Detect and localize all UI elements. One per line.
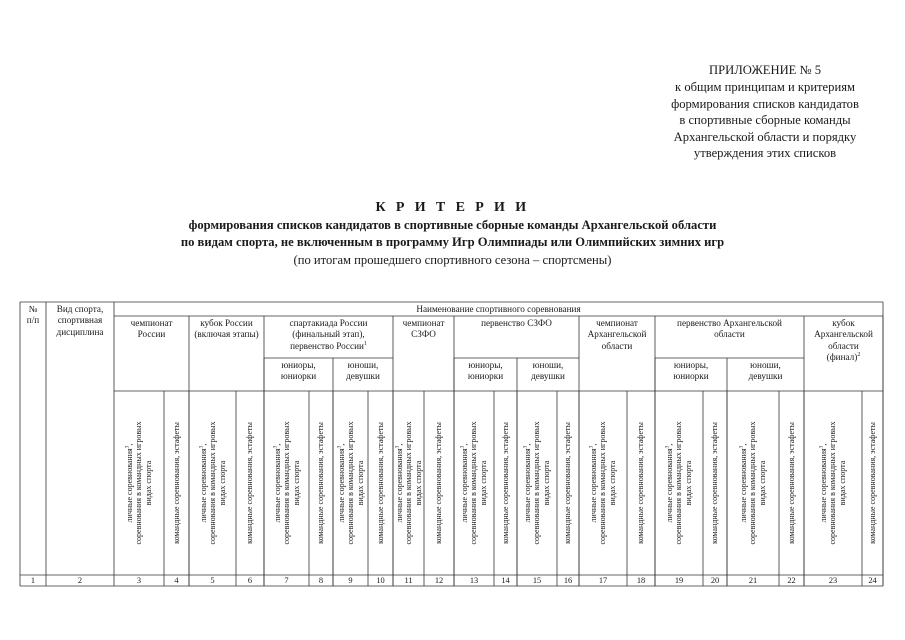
personal-competitions-line bbox=[739, 391, 749, 575]
personal-competitions-text: видах спорта bbox=[837, 460, 847, 506]
age-subgroup-header-line: юниоры, bbox=[468, 360, 503, 370]
column-number: 12 bbox=[434, 576, 444, 585]
footnote-marker: 3 bbox=[335, 445, 342, 449]
age-subgroup-header-line: девушки bbox=[346, 371, 380, 382]
document-subtitle-line1: формирования списков кандидатов в спортивные сборные команды Архангельской области bbox=[188, 217, 717, 232]
personal-competitions-header bbox=[337, 391, 365, 575]
age-subgroup-header-line: юноши, bbox=[750, 360, 781, 370]
personal-competitions-text: личные соревнования bbox=[336, 448, 346, 523]
column-header-sport-line: спортивная bbox=[57, 315, 103, 326]
competition-group-header-line: (финальный этап), bbox=[292, 329, 365, 340]
column-number: 19 bbox=[674, 576, 684, 585]
personal-competitions-line bbox=[346, 391, 356, 575]
competition-group-header bbox=[481, 318, 552, 329]
personal-competitions-text: личные соревнования bbox=[738, 448, 748, 523]
column-number: 9 bbox=[348, 576, 353, 585]
team-competitions-header bbox=[701, 391, 729, 575]
personal-competitions-header bbox=[199, 391, 227, 575]
column-number: 22 bbox=[787, 576, 796, 585]
appendix-line: к общим принципам и критериям bbox=[675, 80, 855, 95]
competition-group-header-line: чемпионат bbox=[130, 318, 173, 328]
team-competitions-text: командные соревнования, эстафеты bbox=[245, 422, 255, 544]
personal-competitions-line bbox=[198, 391, 208, 575]
personal-competitions-line bbox=[828, 391, 838, 575]
column-number: 8 bbox=[318, 576, 324, 585]
age-subgroup-header bbox=[531, 360, 565, 383]
age-subgroup-header-line: юниорки bbox=[673, 371, 709, 382]
personal-competitions-header bbox=[460, 391, 488, 575]
age-subgroup-header-line: юноши, bbox=[347, 360, 379, 370]
competition-group-header-line: спартакиада России bbox=[289, 318, 368, 328]
personal-competitions-text: личные соревнования bbox=[272, 448, 282, 523]
personal-competitions-line bbox=[598, 391, 608, 575]
personal-competitions-line bbox=[838, 391, 848, 575]
column-number: 20 bbox=[710, 576, 720, 585]
personal-competitions-line bbox=[336, 391, 346, 575]
column-number: 5 bbox=[210, 576, 215, 585]
personal-competitions-line bbox=[460, 391, 470, 575]
competition-group-header-line bbox=[290, 341, 368, 352]
personal-competitions-header bbox=[739, 391, 767, 575]
age-subgroup-header bbox=[468, 360, 503, 383]
footnote-marker: 3 bbox=[817, 445, 824, 449]
column-number: 23 bbox=[828, 576, 838, 585]
personal-competitions-header bbox=[273, 391, 301, 575]
team-competitions-text: командные соревнования, эстафеты bbox=[636, 422, 646, 544]
competition-group-header-line: Архангельской bbox=[587, 329, 647, 340]
team-competitions-text: командные соревнования, эстафеты bbox=[710, 422, 720, 544]
punctuation: , bbox=[198, 443, 208, 446]
appendix-line: утверждения этих списков bbox=[693, 146, 837, 161]
team-competitions-text: командные соревнования, эстафеты bbox=[867, 422, 877, 544]
footnote-marker: 3 bbox=[393, 445, 400, 449]
punctuation: , bbox=[588, 443, 598, 446]
team-competitions-header bbox=[425, 391, 453, 575]
competition-group-header-line-text: первенство России bbox=[290, 340, 364, 351]
personal-competitions-text: соревнования в командных игровых bbox=[207, 421, 217, 545]
age-subgroup-header-line: юниорки bbox=[467, 371, 504, 382]
personal-competitions-line bbox=[125, 391, 135, 575]
personal-competitions-text: личные соревнования bbox=[394, 448, 404, 523]
personal-competitions-text: видах спорта bbox=[683, 460, 693, 506]
punctuation: , bbox=[394, 443, 404, 446]
personal-competitions-line bbox=[532, 391, 542, 575]
personal-competitions-line bbox=[479, 391, 489, 575]
personal-competitions-line bbox=[542, 391, 552, 575]
column-header-sport-line: Вид спорта, bbox=[56, 304, 104, 314]
punctuation: , bbox=[522, 443, 532, 446]
competition-group-header-line: Архангельской bbox=[814, 329, 873, 340]
column-number: 14 bbox=[501, 576, 510, 585]
personal-competitions-line bbox=[291, 391, 301, 575]
document-subtitle-line2: по видам спорта, не включенным в программу Игр Олимпиады или Олимпийских зимних игр bbox=[180, 235, 725, 249]
column-number: 6 bbox=[247, 576, 253, 585]
age-subgroup-header-line: девушки bbox=[531, 371, 565, 382]
personal-competitions-text: соревнования в командных игровых bbox=[281, 421, 291, 545]
column-header-sport bbox=[57, 304, 104, 338]
column-number: 11 bbox=[404, 576, 413, 585]
competition-group-header-line: СЗФО bbox=[411, 329, 436, 340]
punctuation: , bbox=[124, 443, 134, 446]
competition-group-header-line-text: (финал) bbox=[826, 351, 858, 362]
appendix-line: в спортивные сборные команды bbox=[679, 113, 851, 128]
personal-competitions-text: соревнования в командных игровых bbox=[345, 421, 355, 545]
age-subgroup-header-line: юниоры, bbox=[673, 360, 709, 370]
column-number: 10 bbox=[376, 576, 385, 585]
team-competitions-text: командные соревнования, эстафеты bbox=[500, 422, 510, 544]
footnote-marker: 3 bbox=[663, 445, 670, 449]
team-competitions-header bbox=[236, 391, 264, 575]
personal-competitions-text: видах спорта bbox=[607, 460, 617, 506]
footnote-marker: 3 bbox=[271, 445, 278, 449]
column-header-number bbox=[27, 304, 39, 327]
personal-competitions-line bbox=[748, 391, 758, 575]
appendix-title: ПРИЛОЖЕНИЕ № 5 bbox=[709, 63, 821, 77]
personal-competitions-line bbox=[355, 391, 365, 575]
personal-competitions-text: соревнования в командных игровых bbox=[598, 421, 608, 545]
column-number: 15 bbox=[532, 576, 542, 585]
personal-competitions-header bbox=[395, 391, 423, 575]
column-number: 24 bbox=[868, 576, 877, 585]
personal-competitions-text: видах спорта bbox=[291, 460, 301, 506]
personal-competitions-text: соревнования в командных игровых bbox=[532, 421, 542, 545]
personal-competitions-line bbox=[665, 391, 675, 575]
personal-competitions-line bbox=[758, 391, 768, 575]
age-subgroup-header bbox=[346, 360, 380, 383]
personal-competitions-text: видах спорта bbox=[413, 460, 423, 506]
personal-competitions-header bbox=[665, 391, 693, 575]
personal-competitions-text: личные соревнования bbox=[459, 448, 469, 523]
personal-competitions-line bbox=[394, 391, 404, 575]
personal-competitions-text: соревнования в командных игровых bbox=[403, 421, 413, 545]
footnote-marker: 3 bbox=[458, 445, 465, 449]
appendix-line: формирования списков кандидатов bbox=[671, 96, 859, 111]
punctuation: , bbox=[818, 443, 828, 446]
personal-competitions-line bbox=[272, 391, 282, 575]
personal-competitions-text: соревнования в командных игровых bbox=[674, 421, 684, 545]
competition-group-header bbox=[814, 318, 873, 363]
age-subgroup-header-line: юноши, bbox=[532, 360, 564, 370]
competition-group-header-line: области bbox=[828, 340, 859, 351]
punctuation: , bbox=[664, 443, 674, 446]
personal-competitions-text: соревнования в командных игровых bbox=[469, 421, 479, 545]
personal-competitions-line bbox=[674, 391, 684, 575]
personal-competitions-text: личные соревнования bbox=[198, 448, 208, 523]
competition-group-header-line: первенство Архангельской bbox=[677, 318, 782, 328]
column-header-sport-line: дисциплина bbox=[56, 326, 104, 337]
personal-competitions-header bbox=[523, 391, 551, 575]
punctuation: , bbox=[738, 443, 748, 446]
footnote-marker: 2 bbox=[857, 351, 861, 358]
personal-competitions-text: личные соревнования bbox=[588, 448, 598, 523]
team-competitions-header bbox=[307, 391, 335, 575]
punctuation: , bbox=[459, 443, 469, 446]
personal-competitions-text: видах спорта bbox=[217, 460, 227, 506]
personal-competitions-line bbox=[684, 391, 694, 575]
personal-competitions-text: личные соревнования bbox=[522, 448, 532, 523]
competition-group-header-line: области bbox=[601, 340, 633, 351]
team-competitions-header bbox=[778, 391, 806, 575]
personal-competitions-line bbox=[144, 391, 154, 575]
personal-competitions-header bbox=[125, 391, 153, 575]
column-number: 3 bbox=[136, 576, 142, 585]
personal-competitions-text: соревнования в командных игровых bbox=[134, 421, 144, 545]
footnote-marker: 1 bbox=[363, 340, 367, 347]
personal-competitions-text: соревнования в командных игровых bbox=[828, 421, 838, 545]
personal-competitions-line bbox=[608, 391, 618, 575]
column-number: 7 bbox=[284, 576, 289, 585]
competition-group-header bbox=[677, 318, 782, 341]
competition-group-header-line: кубок bbox=[832, 318, 855, 328]
footnote-marker: 3 bbox=[197, 445, 204, 449]
personal-competitions-line bbox=[819, 391, 829, 575]
personal-competitions-line bbox=[469, 391, 479, 575]
personal-competitions-text: личные соревнования bbox=[818, 448, 828, 523]
personal-competitions-text: видах спорта bbox=[757, 460, 767, 506]
team-competitions-header bbox=[367, 391, 395, 575]
column-header-number-line: п/п bbox=[26, 315, 40, 326]
team-competitions-text: командные соревнования, эстафеты bbox=[171, 422, 181, 544]
competition-group-header bbox=[290, 318, 368, 352]
competition-group-header-line: России bbox=[137, 329, 166, 340]
column-number: 4 bbox=[174, 576, 179, 585]
column-number: 13 bbox=[469, 576, 479, 585]
main-header: Наименование спортивного соревнования bbox=[416, 304, 581, 314]
personal-competitions-text: видах спорта bbox=[355, 460, 365, 506]
team-competitions-header bbox=[859, 391, 887, 575]
column-number: 17 bbox=[598, 576, 608, 585]
competition-group-header bbox=[588, 318, 647, 352]
column-number: 18 bbox=[636, 576, 646, 585]
column-number: 1 bbox=[30, 576, 36, 585]
personal-competitions-line bbox=[404, 391, 414, 575]
team-competitions-text: командные соревнования, эстафеты bbox=[563, 422, 573, 544]
age-subgroup-header-line: девушки bbox=[748, 371, 783, 382]
personal-competitions-text: видах спорта bbox=[541, 460, 551, 506]
personal-competitions-text: соревнования в командных игровых bbox=[748, 421, 758, 545]
competition-group-header-line: области bbox=[714, 329, 745, 340]
footnote-marker: 3 bbox=[737, 445, 744, 449]
column-header-number-line: № bbox=[28, 304, 38, 314]
personal-competitions-text: видах спорта bbox=[143, 460, 153, 506]
personal-competitions-line bbox=[589, 391, 599, 575]
age-subgroup-header-line: юниорки bbox=[280, 371, 317, 382]
personal-competitions-line bbox=[413, 391, 423, 575]
competition-group-header bbox=[403, 318, 445, 341]
column-number: 2 bbox=[77, 576, 83, 585]
team-competitions-text: командные соревнования, эстафеты bbox=[316, 422, 326, 544]
competition-group-header bbox=[194, 318, 258, 341]
competition-group-header bbox=[131, 318, 173, 341]
personal-competitions-text: видах спорта bbox=[478, 460, 488, 506]
competition-group-header-line: чемпионат bbox=[402, 318, 445, 328]
competition-group-header-line bbox=[814, 352, 873, 363]
personal-competitions-line bbox=[217, 391, 227, 575]
competition-group-header-line: кубок России bbox=[200, 318, 253, 328]
footnote-marker: 3 bbox=[587, 445, 594, 449]
personal-competitions-line bbox=[134, 391, 144, 575]
age-subgroup-header-line: юниоры, bbox=[281, 360, 316, 370]
personal-competitions-text: личные соревнования bbox=[664, 448, 674, 523]
team-competitions-header bbox=[163, 391, 191, 575]
team-competitions-text: командные соревнования, эстафеты bbox=[375, 422, 385, 544]
personal-competitions-header bbox=[589, 391, 617, 575]
personal-competitions-line bbox=[208, 391, 218, 575]
document-subtitle-line3: (по итогам прошедшего спортивного сезона – спортсмены) bbox=[293, 252, 612, 267]
footnote-marker: 3 bbox=[123, 445, 130, 449]
column-number: 16 bbox=[563, 576, 573, 585]
age-subgroup-header bbox=[281, 360, 316, 383]
competition-group-header-line: (включая этапы) bbox=[194, 329, 259, 340]
document-title: К Р И Т Е Р И И bbox=[375, 200, 530, 215]
appendix-line: Архангельской области и порядку bbox=[673, 129, 857, 144]
age-subgroup-header bbox=[673, 360, 708, 383]
personal-competitions-line bbox=[282, 391, 292, 575]
team-competitions-text: командные соревнования, эстафеты bbox=[434, 422, 444, 544]
personal-competitions-header bbox=[819, 391, 847, 575]
punctuation: , bbox=[336, 443, 346, 446]
personal-competitions-line bbox=[523, 391, 533, 575]
personal-competitions-text: личные соревнования bbox=[124, 448, 134, 523]
team-competitions-header bbox=[554, 391, 582, 575]
punctuation: , bbox=[272, 443, 282, 446]
column-number: 21 bbox=[748, 576, 758, 585]
team-competitions-text: командные соревнования, эстафеты bbox=[786, 422, 796, 544]
team-competitions-header bbox=[492, 391, 520, 575]
competition-group-header-line: первенство СЗФО bbox=[481, 318, 552, 328]
age-subgroup-header bbox=[749, 360, 783, 383]
footnote-marker: 3 bbox=[521, 445, 528, 449]
team-competitions-header bbox=[627, 391, 655, 575]
competition-group-header-line: чемпионат bbox=[596, 318, 638, 328]
